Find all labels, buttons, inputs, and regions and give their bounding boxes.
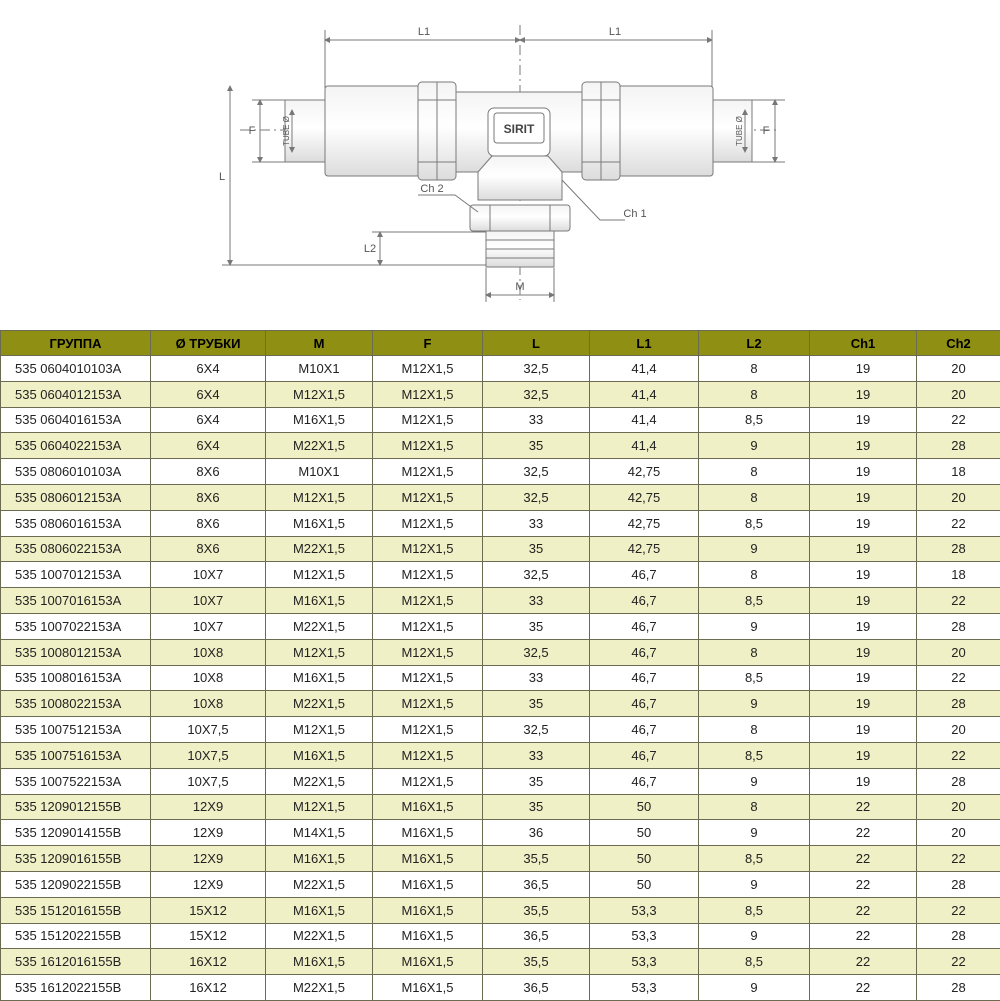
cell-tube: 12X9: [151, 794, 266, 820]
cell-l: 33: [483, 742, 590, 768]
cell-tube: 10X8: [151, 691, 266, 717]
cell-ch1: 19: [810, 588, 917, 614]
cell-l2: 9: [699, 768, 810, 794]
cell-tube: 8X6: [151, 510, 266, 536]
col-header-group: ГРУППА: [1, 331, 151, 356]
cell-l2: 8: [699, 717, 810, 743]
cell-f: M12X1,5: [373, 510, 483, 536]
cell-tube: 12X9: [151, 871, 266, 897]
cell-l2: 8,5: [699, 588, 810, 614]
cell-ch1: 19: [810, 356, 917, 382]
cell-f: M16X1,5: [373, 871, 483, 897]
cell-tube: 6X4: [151, 407, 266, 433]
cell-m: M22X1,5: [266, 613, 373, 639]
cell-l2: 9: [699, 871, 810, 897]
cell-group: 535 0806010103A: [1, 459, 151, 485]
table-row: [1, 794, 1000, 820]
cell-tube: 8X6: [151, 484, 266, 510]
dim-f-right: F: [763, 125, 770, 137]
table-body: [1, 356, 1000, 1001]
cell-l: 35: [483, 691, 590, 717]
cell-group: 535 1007022153A: [1, 613, 151, 639]
cell-ch1: 19: [810, 768, 917, 794]
cell-f: M16X1,5: [373, 949, 483, 975]
cell-ch1: 22: [810, 846, 917, 872]
cell-l2: 9: [699, 975, 810, 1001]
cell-l2: 9: [699, 923, 810, 949]
cell-l: 35,5: [483, 949, 590, 975]
cell-ch1: 19: [810, 562, 917, 588]
col-header-tube: Ø ТРУБКИ: [151, 331, 266, 356]
dim-tube-right: TUBE Ø: [735, 116, 744, 146]
dim-m: M: [515, 281, 524, 293]
cell-ch1: 19: [810, 742, 917, 768]
fitting-technical-drawing: [0, 0, 1000, 330]
dim-l2: L2: [364, 243, 376, 255]
cell-f: M12X1,5: [373, 484, 483, 510]
cell-group: 535 1209014155B: [1, 820, 151, 846]
cell-tube: 6X4: [151, 356, 266, 382]
cell-l1: 46,7: [590, 768, 699, 794]
table-row: [1, 897, 1000, 923]
cell-l1: 41,4: [590, 356, 699, 382]
cell-ch2: 28: [917, 691, 1000, 717]
cell-l: 32,5: [483, 639, 590, 665]
cell-tube: 15X12: [151, 923, 266, 949]
cell-ch1: 19: [810, 381, 917, 407]
cell-m: M16X1,5: [266, 742, 373, 768]
cell-m: M16X1,5: [266, 510, 373, 536]
cell-m: M22X1,5: [266, 691, 373, 717]
cell-l1: 46,7: [590, 562, 699, 588]
dim-l: L: [219, 171, 225, 183]
cell-group: 535 0604010103A: [1, 356, 151, 382]
cell-group: 535 1007016153A: [1, 588, 151, 614]
dim-l1-left: L1: [418, 26, 430, 38]
cell-f: M12X1,5: [373, 613, 483, 639]
cell-ch1: 19: [810, 459, 917, 485]
col-header-ch1: Ch1: [810, 331, 917, 356]
cell-ch2: 20: [917, 639, 1000, 665]
cell-ch2: 22: [917, 665, 1000, 691]
cell-ch1: 19: [810, 665, 917, 691]
cell-ch1: 22: [810, 949, 917, 975]
cell-f: M12X1,5: [373, 381, 483, 407]
cell-m: M16X1,5: [266, 949, 373, 975]
cell-group: 535 1512022155B: [1, 923, 151, 949]
cell-group: 535 1007512153A: [1, 717, 151, 743]
table-row: [1, 356, 1000, 382]
cell-ch2: 22: [917, 949, 1000, 975]
table-row: [1, 613, 1000, 639]
cell-group: 535 1007516153A: [1, 742, 151, 768]
cell-l: 33: [483, 665, 590, 691]
cell-l1: 41,4: [590, 381, 699, 407]
table-row: [1, 949, 1000, 975]
cell-f: M12X1,5: [373, 459, 483, 485]
table-row: [1, 923, 1000, 949]
cell-tube: 10X7: [151, 562, 266, 588]
cell-f: M12X1,5: [373, 691, 483, 717]
cell-group: 535 0806022153A: [1, 536, 151, 562]
cell-l2: 8,5: [699, 407, 810, 433]
cell-m: M22X1,5: [266, 433, 373, 459]
cell-ch2: 22: [917, 742, 1000, 768]
table-row: [1, 484, 1000, 510]
cell-ch2: 20: [917, 794, 1000, 820]
cell-l1: 41,4: [590, 407, 699, 433]
cell-f: M12X1,5: [373, 433, 483, 459]
cell-ch1: 22: [810, 897, 917, 923]
cell-l1: 50: [590, 820, 699, 846]
cell-l2: 8: [699, 562, 810, 588]
cell-m: M12X1,5: [266, 639, 373, 665]
cell-tube: 12X9: [151, 846, 266, 872]
cell-l2: 8,5: [699, 742, 810, 768]
table-row: [1, 975, 1000, 1001]
cell-l2: 9: [699, 613, 810, 639]
cell-l2: 8,5: [699, 949, 810, 975]
cell-l: 36,5: [483, 871, 590, 897]
cell-group: 535 1007522153A: [1, 768, 151, 794]
cell-f: M16X1,5: [373, 975, 483, 1001]
cell-m: M12X1,5: [266, 381, 373, 407]
cell-f: M16X1,5: [373, 820, 483, 846]
cell-l2: 9: [699, 820, 810, 846]
cell-l: 33: [483, 588, 590, 614]
cell-l: 36,5: [483, 923, 590, 949]
cell-l: 35,5: [483, 846, 590, 872]
dim-tube-left: TUBE Ø: [282, 116, 291, 146]
cell-tube: 8X6: [151, 459, 266, 485]
cell-m: M12X1,5: [266, 794, 373, 820]
cell-l1: 46,7: [590, 588, 699, 614]
cell-f: M16X1,5: [373, 846, 483, 872]
cell-l1: 50: [590, 871, 699, 897]
cell-m: M12X1,5: [266, 484, 373, 510]
cell-group: 535 1209022155B: [1, 871, 151, 897]
cell-ch2: 20: [917, 381, 1000, 407]
cell-ch2: 18: [917, 459, 1000, 485]
cell-l1: 50: [590, 794, 699, 820]
table-row: [1, 588, 1000, 614]
cell-f: M12X1,5: [373, 742, 483, 768]
cell-ch1: 19: [810, 639, 917, 665]
cell-ch2: 20: [917, 484, 1000, 510]
cell-l1: 42,75: [590, 484, 699, 510]
cell-l1: 42,75: [590, 510, 699, 536]
cell-l1: 50: [590, 846, 699, 872]
cell-ch1: 22: [810, 794, 917, 820]
col-header-m: M: [266, 331, 373, 356]
cell-l: 35: [483, 613, 590, 639]
cell-ch2: 20: [917, 356, 1000, 382]
cell-m: M22X1,5: [266, 923, 373, 949]
cell-l2: 8,5: [699, 846, 810, 872]
table-row: [1, 768, 1000, 794]
cell-l: 35: [483, 536, 590, 562]
cell-tube: 10X7,5: [151, 717, 266, 743]
cell-l2: 8,5: [699, 897, 810, 923]
cell-ch1: 19: [810, 536, 917, 562]
cell-l2: 9: [699, 691, 810, 717]
cell-l2: 8: [699, 356, 810, 382]
cell-tube: 15X12: [151, 897, 266, 923]
cell-ch1: 22: [810, 923, 917, 949]
col-header-l2: L2: [699, 331, 810, 356]
cell-l: 32,5: [483, 717, 590, 743]
table-row: [1, 536, 1000, 562]
cell-ch2: 22: [917, 897, 1000, 923]
cell-tube: 8X6: [151, 536, 266, 562]
table-row: [1, 510, 1000, 536]
table-row: [1, 846, 1000, 872]
cell-f: M16X1,5: [373, 897, 483, 923]
cell-l2: 8,5: [699, 665, 810, 691]
cell-l: 36: [483, 820, 590, 846]
col-header-ch2: Ch2: [917, 331, 1000, 356]
cell-m: M22X1,5: [266, 871, 373, 897]
cell-l2: 8: [699, 459, 810, 485]
cell-l2: 8: [699, 381, 810, 407]
cell-m: M16X1,5: [266, 665, 373, 691]
cell-l1: 46,7: [590, 613, 699, 639]
cell-ch2: 28: [917, 871, 1000, 897]
cell-tube: 10X7: [151, 613, 266, 639]
cell-l1: 46,7: [590, 717, 699, 743]
cell-l: 35: [483, 794, 590, 820]
cell-l1: 46,7: [590, 639, 699, 665]
table-row: [1, 639, 1000, 665]
cell-l2: 9: [699, 536, 810, 562]
cell-group: 535 1008022153A: [1, 691, 151, 717]
cell-m: M16X1,5: [266, 897, 373, 923]
cell-m: M16X1,5: [266, 588, 373, 614]
col-header-f: F: [373, 331, 483, 356]
cell-tube: 12X9: [151, 820, 266, 846]
cell-ch2: 22: [917, 510, 1000, 536]
cell-l1: 42,75: [590, 459, 699, 485]
table-row: [1, 691, 1000, 717]
cell-f: M12X1,5: [373, 356, 483, 382]
cell-f: M12X1,5: [373, 717, 483, 743]
cell-group: 535 0604012153A: [1, 381, 151, 407]
cell-l1: 46,7: [590, 742, 699, 768]
cell-l: 35,5: [483, 897, 590, 923]
cell-ch1: 19: [810, 510, 917, 536]
cell-tube: 6X4: [151, 433, 266, 459]
cell-group: 535 0604022153A: [1, 433, 151, 459]
cell-group: 535 1612016155B: [1, 949, 151, 975]
cell-l: 32,5: [483, 356, 590, 382]
cell-ch2: 28: [917, 536, 1000, 562]
cell-ch1: 22: [810, 871, 917, 897]
table-header-row: [1, 331, 1000, 356]
cell-tube: 10X7,5: [151, 742, 266, 768]
ch1-label: Ch 1: [623, 208, 646, 220]
cell-ch2: 28: [917, 923, 1000, 949]
cell-f: M12X1,5: [373, 665, 483, 691]
cell-tube: 10X8: [151, 639, 266, 665]
table-row: [1, 820, 1000, 846]
cell-group: 535 1209016155B: [1, 846, 151, 872]
table-row: [1, 433, 1000, 459]
cell-ch2: 20: [917, 717, 1000, 743]
cell-l: 32,5: [483, 459, 590, 485]
cell-ch1: 22: [810, 975, 917, 1001]
cell-group: 535 1007012153A: [1, 562, 151, 588]
col-header-l1: L1: [590, 331, 699, 356]
cell-ch1: 19: [810, 407, 917, 433]
cell-tube: 10X8: [151, 665, 266, 691]
table-row: [1, 459, 1000, 485]
dim-l1-right: L1: [609, 26, 621, 38]
cell-ch2: 18: [917, 562, 1000, 588]
table-row: [1, 742, 1000, 768]
cell-m: M16X1,5: [266, 407, 373, 433]
cell-l1: 46,7: [590, 691, 699, 717]
cell-l: 33: [483, 407, 590, 433]
cell-m: M10X1: [266, 356, 373, 382]
dim-f-left: F: [249, 125, 256, 137]
cell-ch2: 20: [917, 820, 1000, 846]
cell-l1: 42,75: [590, 536, 699, 562]
cell-group: 535 1008012153A: [1, 639, 151, 665]
cell-m: M16X1,5: [266, 846, 373, 872]
cell-ch2: 22: [917, 588, 1000, 614]
cell-l: 35: [483, 768, 590, 794]
cell-ch1: 19: [810, 717, 917, 743]
cell-m: M22X1,5: [266, 536, 373, 562]
table-row: [1, 381, 1000, 407]
cell-ch1: 19: [810, 484, 917, 510]
cell-group: 535 1209012155B: [1, 794, 151, 820]
cell-l1: 53,3: [590, 923, 699, 949]
cell-group: 535 0604016153A: [1, 407, 151, 433]
cell-ch1: 19: [810, 613, 917, 639]
cell-ch1: 19: [810, 691, 917, 717]
cell-m: M12X1,5: [266, 717, 373, 743]
cell-tube: 6X4: [151, 381, 266, 407]
cell-l: 32,5: [483, 381, 590, 407]
cell-ch2: 22: [917, 407, 1000, 433]
cell-l1: 46,7: [590, 665, 699, 691]
cell-f: M12X1,5: [373, 562, 483, 588]
cell-ch2: 28: [917, 768, 1000, 794]
brand-label: SIRIT: [504, 122, 535, 136]
cell-f: M12X1,5: [373, 536, 483, 562]
cell-ch1: 22: [810, 820, 917, 846]
cell-m: M12X1,5: [266, 562, 373, 588]
cell-l1: 53,3: [590, 897, 699, 923]
cell-ch1: 19: [810, 433, 917, 459]
cell-l2: 9: [699, 433, 810, 459]
cell-l2: 8,5: [699, 510, 810, 536]
cell-m: M22X1,5: [266, 975, 373, 1001]
table-row: [1, 562, 1000, 588]
cell-group: 535 1512016155B: [1, 897, 151, 923]
cell-f: M12X1,5: [373, 639, 483, 665]
cell-l1: 53,3: [590, 975, 699, 1001]
table-row: [1, 407, 1000, 433]
table-row: [1, 717, 1000, 743]
cell-f: M16X1,5: [373, 923, 483, 949]
cell-tube: 10X7,5: [151, 768, 266, 794]
cell-l: 36,5: [483, 975, 590, 1001]
cell-f: M12X1,5: [373, 407, 483, 433]
cell-group: 535 1612022155B: [1, 975, 151, 1001]
cell-l: 32,5: [483, 484, 590, 510]
cell-l2: 8: [699, 484, 810, 510]
cell-ch2: 22: [917, 846, 1000, 872]
cell-ch2: 28: [917, 975, 1000, 1001]
cell-f: M16X1,5: [373, 794, 483, 820]
col-header-l: L: [483, 331, 590, 356]
cell-l2: 8: [699, 794, 810, 820]
cell-tube: 16X12: [151, 975, 266, 1001]
cell-m: M22X1,5: [266, 768, 373, 794]
cell-l: 35: [483, 433, 590, 459]
cell-group: 535 0806016153A: [1, 510, 151, 536]
table-row: [1, 871, 1000, 897]
cell-l1: 41,4: [590, 433, 699, 459]
cell-ch2: 28: [917, 433, 1000, 459]
cell-f: M12X1,5: [373, 768, 483, 794]
cell-group: 535 0806012153A: [1, 484, 151, 510]
cell-f: M12X1,5: [373, 588, 483, 614]
ch2-label: Ch 2: [420, 183, 443, 195]
cell-m: M14X1,5: [266, 820, 373, 846]
cell-ch2: 28: [917, 613, 1000, 639]
specification-table: [0, 330, 1000, 1001]
cell-m: M10X1: [266, 459, 373, 485]
cell-l1: 53,3: [590, 949, 699, 975]
cell-l: 33: [483, 510, 590, 536]
cell-tube: 16X12: [151, 949, 266, 975]
cell-group: 535 1008016153A: [1, 665, 151, 691]
cell-l: 32,5: [483, 562, 590, 588]
table-row: [1, 665, 1000, 691]
cell-l2: 8: [699, 639, 810, 665]
cell-tube: 10X7: [151, 588, 266, 614]
